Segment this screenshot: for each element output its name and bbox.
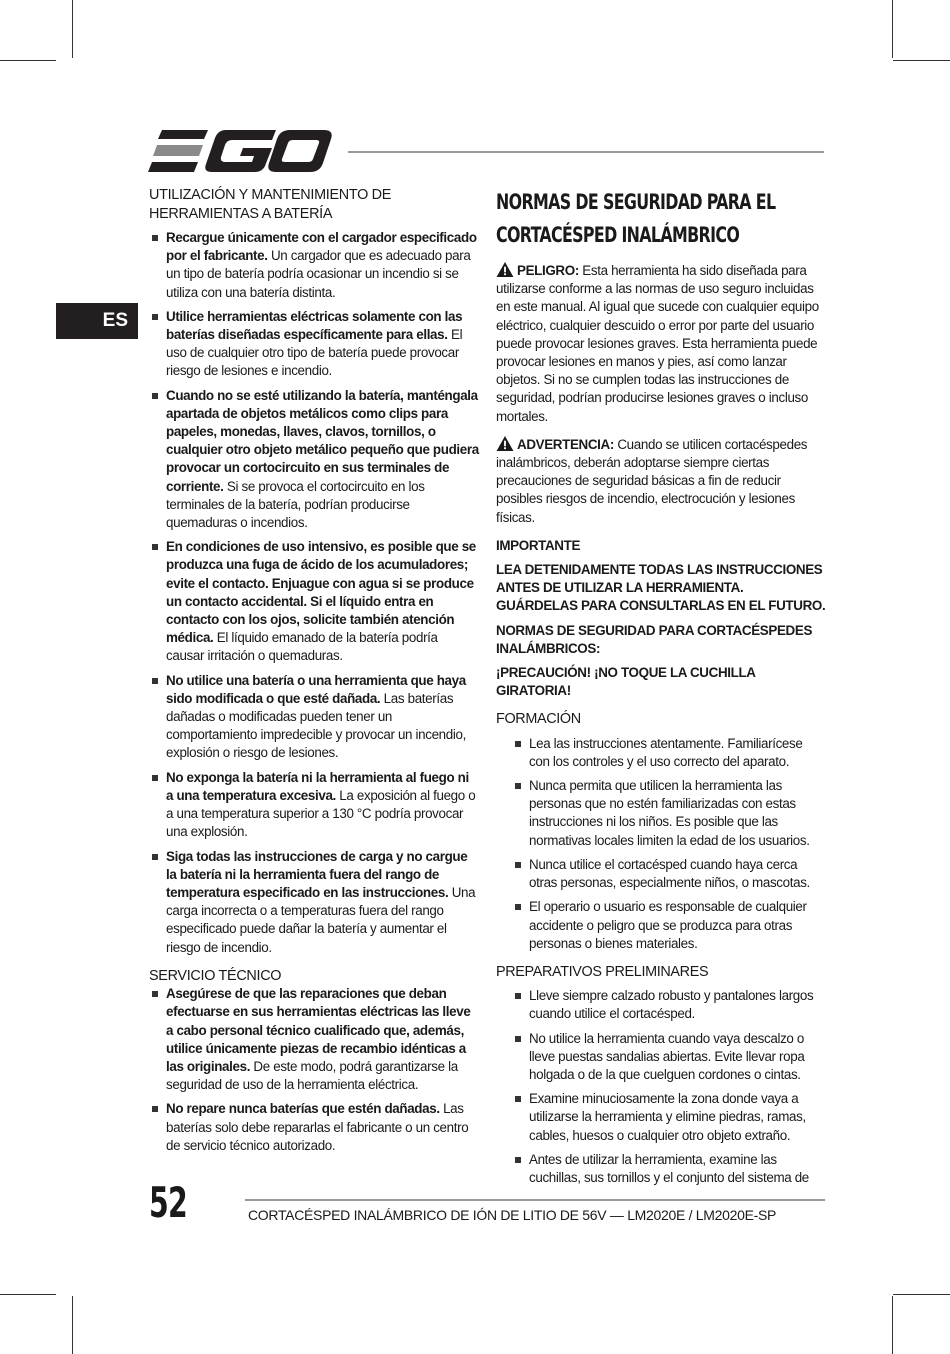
list-item: [149, 848, 479, 957]
item-text: Un cargador que es adecuado para un tipo de batería podría ocasionar un incendio si se utiliza con una batería distinta.: [166, 248, 471, 300]
warning-tag: ADVERTENCIA:: [517, 436, 614, 452]
footer-rule: [245, 1199, 825, 1201]
item-text: El uso de cualquier otro tipo de batería puede provocar riesgo de lesiones e incendio.: [166, 327, 463, 379]
list-item: Nunca permita que utilicen la herramienta las personas que no estén familiarizadas con estas instrucciones ni los niños. Es posible que las normativas locales limiten la edad de los usuarios.: [512, 777, 826, 850]
right-column: [496, 186, 826, 1193]
list-item: Antes de utilizar la herramienta, examine las cuchillas, sus tornillos y el conjunto del sistema de: [512, 1151, 826, 1187]
training-heading: FORMACIÓN: [496, 711, 581, 728]
item-bold: No repare nunca baterías que estén dañadas.: [166, 1101, 440, 1117]
ego-logo: [148, 128, 332, 174]
list-item: [149, 769, 479, 842]
list-item: [149, 229, 479, 302]
crop-mark: [0, 1294, 56, 1295]
crop-mark: [892, 0, 893, 58]
item-bold: En condiciones de uso intensivo, es posible que se produzca una fuga de ácido de los acumuladores; evite el contacto. Enjuague con agua si se produce un contacto accidental. Si el líquido entra en contacto con los ojos, solicite también atención médica.: [166, 539, 476, 646]
crop-mark: [0, 60, 56, 61]
warning-text: Cuando se utilicen cortacéspedes inalámbricos, deberán adoptarse siempre ciertas precauciones de seguridad básicas a fin de reducir posibles riesgos de incendio, electrocución y lesiones físicas.: [496, 436, 808, 525]
item-text: Las baterías solo debe repararlas el fabricante o un centro de servicio técnico autorizado.: [166, 1101, 469, 1153]
list-item: Lea las instrucciones atentamente. Familiarícese con los controles y el uso correcto del aparato.: [512, 735, 826, 771]
header-rule: [348, 151, 824, 153]
warning-paragraph: [496, 436, 826, 527]
language-tab: ES: [56, 303, 138, 339]
section-heading-battery-tools: UTILIZACIÓN Y MANTENIMIENTO DE HERRAMIENTAS A BATERÍA: [149, 187, 392, 222]
item-bold: Recargue únicamente con el cargador especificado por el fabricante.: [166, 230, 477, 264]
item-text: Una carga incorrecta o a temperaturas fuera del rango especificado puede dañar la batería y aumentar el riesgo de incendio.: [166, 884, 476, 955]
danger-tag: PELIGRO:: [517, 263, 579, 278]
item-text: Las baterías dañadas o modificadas pueden tener un comportamiento impredecible y provocar un incendio, explosión o riesgo de lesiones.: [166, 690, 466, 761]
item-bold: Siga todas las instrucciones de carga y no cargue la batería ni la herramienta fuera del rango de temperatura especificado en las instrucciones.: [166, 848, 468, 900]
list-item: El operario o usuario es responsable de cualquier accidente o peligro que se produzca para otras personas o bienes materiales.: [512, 898, 826, 953]
list-item: [149, 538, 479, 665]
item-bold: No exponga la batería ni la herramienta al fuego ni a una temperatura excesiva.: [166, 769, 469, 803]
list-item: [149, 387, 479, 533]
warning-triangle-icon: [496, 262, 514, 277]
footer-text: CORTACÉSPED INALÁMBRICO DE IÓN DE LITIO DE 56V — LM2020E / LM2020E-SP: [248, 1207, 777, 1223]
caution-notice: ¡PRECAUCIÓN! ¡NO TOQUE LA CUCHILLA GIRATORIA!: [496, 665, 756, 699]
list-item: Lleve siempre calzado robusto y pantalones largos cuando utilice el cortacésped.: [512, 987, 826, 1023]
page-title: NORMAS DE SEGURIDAD PARA EL CORTACÉSPED INALÁMBRICO: [496, 190, 776, 248]
important-label: IMPORTANTE: [496, 537, 581, 553]
danger-text: Esta herramienta ha sido diseñada para utilizarse conforme a las normas de uso seguro incluidas en este manual. Al igual que sucede con cualquier equipo eléctrico, cualquier descuido o error por parte del usuario puede provocar lesiones graves. Esta herramienta puede provocar lesiones en manos y pies, así como lanzar objetos. Si no se cumplen todas las instrucciones de seguridad, podrían producirse lesiones graves o incluso mortales.: [496, 263, 819, 424]
page-number: 52: [149, 1178, 187, 1227]
item-text: La exposición al fuego o a una temperatura superior a 130 °C podría provocar una explosión.: [166, 787, 476, 840]
crop-mark: [893, 60, 950, 61]
list-item: [149, 1100, 479, 1155]
left-column: [149, 186, 479, 1161]
list-item: Nunca utilice el cortacésped cuando haya cerca otras personas, especialmente niños, o mascotas.: [512, 856, 826, 892]
item-bold: Cuando no se esté utilizando la batería, manténgala apartada de objetos metálicos como clips para papeles, monedas, llaves, clavos, tornillos, o cualquier otro objeto metálico pequeño que pudiera provocar un cortocircuito en sus terminales de corriente.: [166, 387, 479, 494]
crop-mark: [72, 1296, 73, 1354]
danger-paragraph: [496, 262, 826, 426]
list-item: No utilice la herramienta cuando vaya descalzo o lleve puestas sandalias abiertas. Evite llevar ropa holgada o de la que cuelguen cordones o cintas.: [512, 1030, 826, 1085]
item-text: Si se provoca el cortocircuito en los terminales de la batería, podrían producirse quemaduras o incendios.: [166, 478, 425, 531]
item-text: El líquido emanado de la batería podría causar irritación o quemaduras.: [166, 630, 438, 664]
section-heading-service: SERVICIO TÉCNICO: [149, 967, 282, 984]
list-item: Examine minuciosamente la zona donde vaya a utilizarse la herramienta y elimine piedras, ramas, cables, huesos o cualquier otro objeto extraño.: [512, 1090, 826, 1145]
crop-mark: [72, 0, 73, 58]
prep-heading: PREPARATIVOS PRELIMINARES: [496, 963, 709, 980]
item-bold: No utilice una batería o una herramienta que haya sido modificada o que esté dañada.: [166, 672, 466, 706]
warning-triangle-icon: [496, 436, 514, 451]
list-item: [149, 672, 479, 763]
list-item: [149, 308, 479, 381]
item-bold: Utilice herramientas eléctricas solamente con las baterías diseñadas específicamente para ellas.: [166, 308, 463, 343]
norms-heading: NORMAS DE SEGURIDAD PARA CORTACÉSPEDES INALÁMBRICOS:: [496, 622, 813, 656]
read-all-notice: LEA DETENIDAMENTE TODAS LAS INSTRUCCIONES ANTES DE UTILIZAR LA HERRAMIENTA. GUÁRDELAS PARA CONSULTARLAS EN EL FUTURO.: [496, 562, 826, 614]
crop-mark: [893, 1294, 950, 1295]
item-text: De este modo, podrá garantizarse la seguridad de uso de la herramienta eléctrica.: [166, 1059, 458, 1093]
crop-mark: [892, 1296, 893, 1354]
item-bold: Asegúrese de que las reparaciones que deban efectuarse en sus herramientas eléctricas las lleve a cabo personal técnico cualificado que, además, utilice únicamente piezas de recambio idénticas a las originales.: [166, 986, 471, 1075]
list-item: [149, 985, 479, 1094]
